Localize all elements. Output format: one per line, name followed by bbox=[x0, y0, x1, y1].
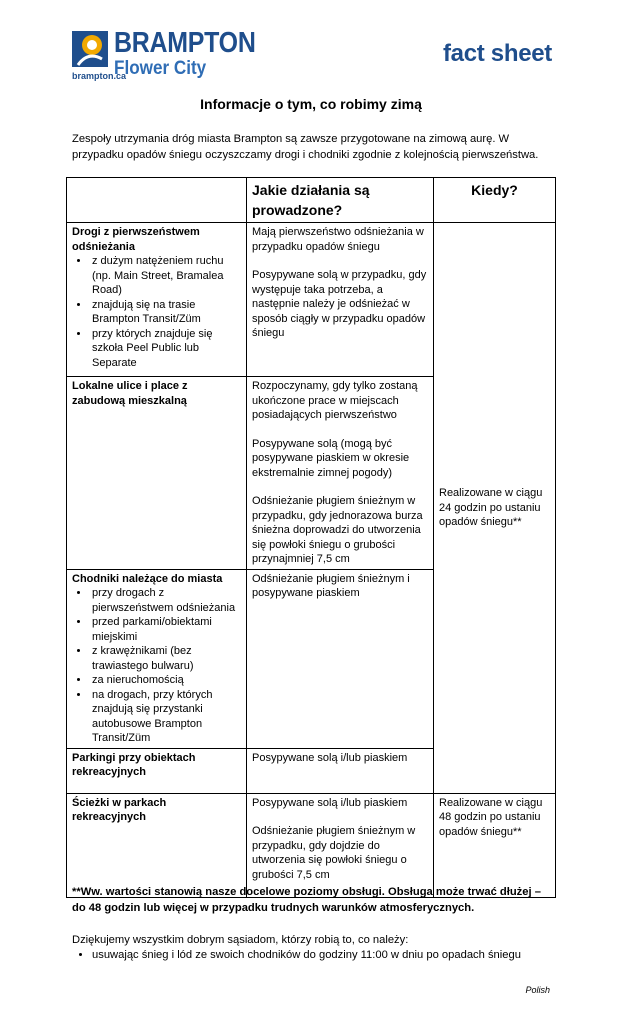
action-text: Posypywane solą w przypadku, gdy występuje taka potrzeba, a następnie należy je odśnieżać w sposób ciągły w przypadku opadów śniegu bbox=[252, 269, 427, 339]
action-text: Mają pierwszeństwo odśnieżania w przypadku opadów śniegu bbox=[252, 226, 424, 253]
category-title: Drogi z pierwszeństwem odśnieżania bbox=[72, 226, 200, 253]
list-item: • z krawężnikami (bez trawiastego bulwaru) bbox=[90, 644, 241, 673]
table-row bbox=[67, 793, 556, 897]
action-text: Posypywane solą i/lub piaskiem bbox=[252, 751, 408, 764]
category-list bbox=[72, 586, 241, 746]
thanks-list bbox=[72, 947, 572, 963]
list-item: • przy drogach z pierwszeństwem odśnieżania bbox=[90, 586, 241, 615]
table-header-row bbox=[67, 178, 556, 223]
header-category bbox=[67, 178, 247, 223]
list-item: • z dużym natężeniem ruchu (np. Main Street, Bramalea Road) bbox=[90, 254, 241, 298]
action-text: Odśnieżanie pługiem śnieżnym w przypadku, gdy dojdzie do utworzenia się powłoki śniegu o grubości 7,5 cm bbox=[252, 825, 416, 881]
actions-cell bbox=[247, 793, 434, 897]
category-title: Lokalne ulice i place z zabudową mieszkalną bbox=[72, 380, 188, 407]
category-cell bbox=[67, 377, 247, 570]
action-text: Odśnieżanie pługiem śnieżnym i posypywane piaskiem bbox=[252, 572, 410, 599]
fact-sheet-heading: fact sheet bbox=[442, 40, 552, 67]
list-item: • na drogach, przy których znajdują się przystanki autobusowe Brampton Transit/Züm bbox=[90, 688, 241, 746]
header-when: Kiedy? bbox=[434, 178, 556, 223]
intro-paragraph: Zespoły utrzymania dróg miasta Brampton są zawsze przygotowane na zimową aurę. W przypadku opadów śniegu oczyszczamy drogi i chodniki zgodnie z kolejnością pierwszeństwa. bbox=[72, 133, 539, 161]
category-cell bbox=[67, 223, 247, 377]
action-text: Posypywane solą (mogą być posypywane piaskiem w okresie ekstremalnie zimnej pogody) bbox=[252, 437, 410, 479]
brampton-logo bbox=[72, 29, 257, 85]
actions-cell bbox=[247, 377, 434, 570]
list-item: • znajdują się na trasie Brampton Transit/Züm bbox=[90, 298, 241, 327]
category-title: Ścieżki w parkach rekreacyjnych bbox=[72, 796, 167, 823]
table-row bbox=[67, 223, 556, 377]
category-title: Chodniki należące do miasta bbox=[72, 572, 223, 585]
services-table bbox=[66, 177, 556, 898]
action-text: Rozpoczynamy, gdy tylko zostaną ukończone prace w miejscach posiadających pierwszeństwo bbox=[252, 380, 418, 421]
when-cell-48h: Realizowane w ciągu 48 godzin po ustaniu opadów śniegu** bbox=[434, 793, 556, 897]
header-actions: Jakie działania są prowadzone? bbox=[247, 178, 434, 223]
action-text: Odśnieżanie pługiem śnieżnym w przypadku, gdy jednorazowa burza śnieżna doprowadzi do utworzenia się powłoki śniegu o grubości przynajmniej 7,5 cm bbox=[252, 495, 423, 565]
category-list bbox=[72, 254, 241, 370]
page-title: Informacje o tym, co robimy zimą bbox=[200, 96, 422, 112]
list-item: • za nieruchomością bbox=[90, 673, 241, 688]
thanks-text: Dziękujemy wszystkim dobrym sąsiadom, którzy robią to, co należy: bbox=[72, 934, 409, 946]
list-item: • usuwając śnieg i lód ze swoich chodników do godziny 11:00 w dniu po opadach śniegu bbox=[92, 947, 572, 963]
actions-cell bbox=[247, 748, 434, 793]
actions-cell bbox=[247, 569, 434, 748]
logo-title: BRAMPTON bbox=[114, 27, 256, 59]
logo-site: brampton.ca bbox=[72, 71, 127, 81]
category-cell bbox=[67, 793, 247, 897]
actions-cell bbox=[247, 223, 434, 377]
logo-subtitle: Flower City bbox=[114, 58, 207, 79]
list-item: • przed parkami/obiektami miejskimi bbox=[90, 615, 241, 644]
category-cell bbox=[67, 569, 247, 748]
action-text: Posypywane solą i/lub piaskiem bbox=[252, 796, 408, 809]
when-cell-24h: Realizowane w ciągu 24 godzin po ustaniu opadów śniegu** bbox=[434, 223, 556, 794]
list-item: • przy których znajduje się szkoła Peel Public lub Separate bbox=[90, 327, 241, 371]
footnote: **Ww. wartości stanowią nasze docelowe poziomy obsługi. Obsługa może trwać dłużej – do 48 godzin lub więcej w przypadku trudnych warunków atmosferycznych. bbox=[72, 886, 541, 914]
language-label: Polish bbox=[525, 985, 550, 995]
category-title: Parkingi przy obiektach rekreacyjnych bbox=[72, 751, 196, 778]
category-cell bbox=[67, 748, 247, 793]
flower-logo-icon bbox=[72, 29, 110, 69]
